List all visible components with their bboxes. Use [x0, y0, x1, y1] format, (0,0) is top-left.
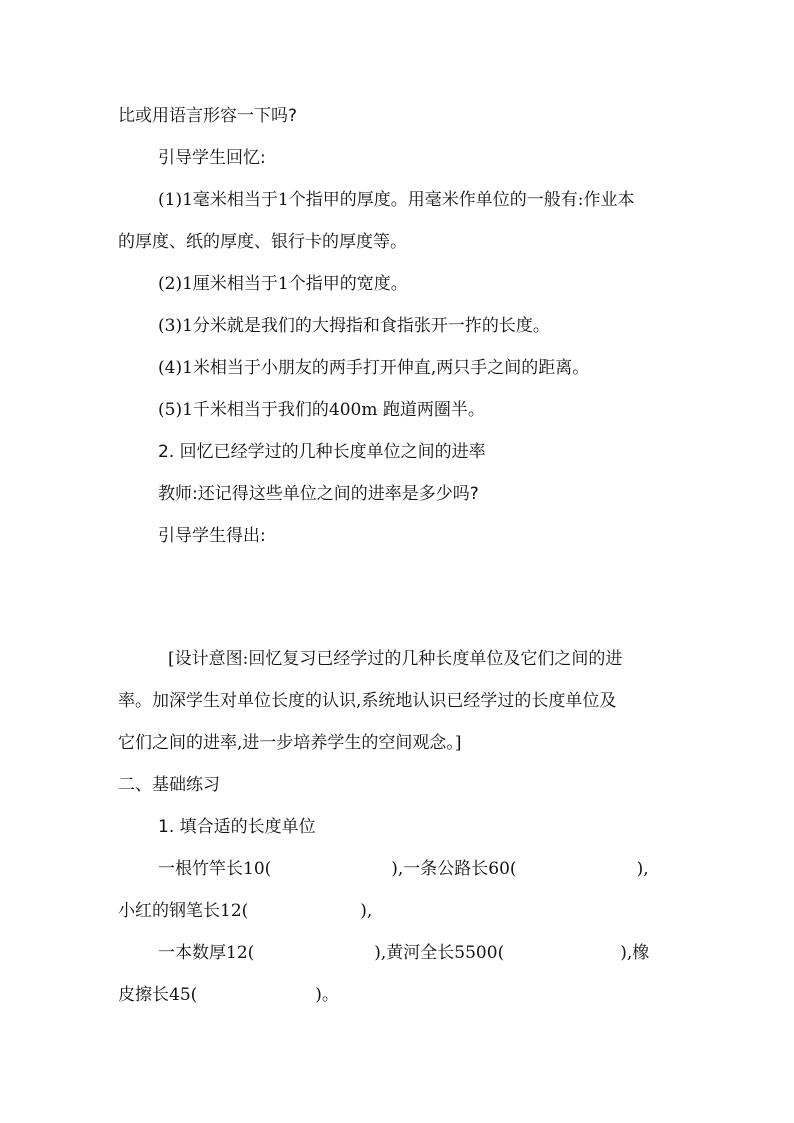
- section-heading: 二、基础练习: [118, 775, 220, 795]
- exercise-line: [118, 900, 372, 922]
- text-line: 引导学生得出:: [158, 526, 266, 546]
- design-intent-line: 它们之间的进率,进一步培养学生的空间观念。]: [118, 733, 462, 753]
- exercise-text: ),一条公路长60(: [391, 859, 517, 879]
- text-line: (4)1米相当于小朋友的两手打开伸直,两只手之间的距离。: [158, 358, 590, 378]
- exercise-text: )。: [315, 985, 339, 1005]
- exercise-text: ),橡: [620, 943, 650, 963]
- text-line: (3)1分米就是我们的大拇指和食指张开一拃的长度。: [158, 316, 550, 336]
- exercise-text: 一本数厚12(: [158, 943, 255, 963]
- exercise-title: 1. 填合适的长度单位: [158, 817, 316, 837]
- exercise-text: 一根竹竿长10(: [158, 859, 272, 879]
- text-line: (1)1毫米相当于1个指甲的厚度。用毫米作单位的一般有:作业本: [158, 190, 635, 210]
- exercise-line: [158, 942, 649, 964]
- exercise-text: 皮擦长45(: [118, 985, 198, 1005]
- text-line: 2. 回忆已经学过的几种长度单位之间的进率: [158, 442, 486, 462]
- text-line: 的厚度、纸的厚度、银行卡的厚度等。: [118, 232, 407, 252]
- text-line: 教师:还记得这些单位之间的进率是多少吗?: [158, 484, 479, 504]
- design-intent-line: [设计意图:回忆复习已经学过的几种长度单位及它们之间的进: [168, 649, 623, 669]
- design-intent-line: 率。加深学生对单位长度的认识,系统地认识已经学过的长度单位及: [118, 691, 617, 711]
- exercise-line: [158, 858, 649, 880]
- exercise-text: ),: [636, 859, 649, 879]
- exercise-text: ),黄河全长5500(: [374, 943, 505, 963]
- text-line: (2)1厘米相当于1个指甲的宽度。: [158, 274, 408, 294]
- text-line: (5)1千米相当于我们的400m 跑道两圈半。: [158, 400, 485, 420]
- text-line: 比或用语言形容一下吗?: [118, 106, 298, 126]
- exercise-text: ),: [360, 901, 373, 921]
- exercise-text: 小红的钢笔长12(: [118, 901, 249, 921]
- text-line: 引导学生回忆:: [158, 148, 266, 168]
- exercise-line: [118, 984, 339, 1006]
